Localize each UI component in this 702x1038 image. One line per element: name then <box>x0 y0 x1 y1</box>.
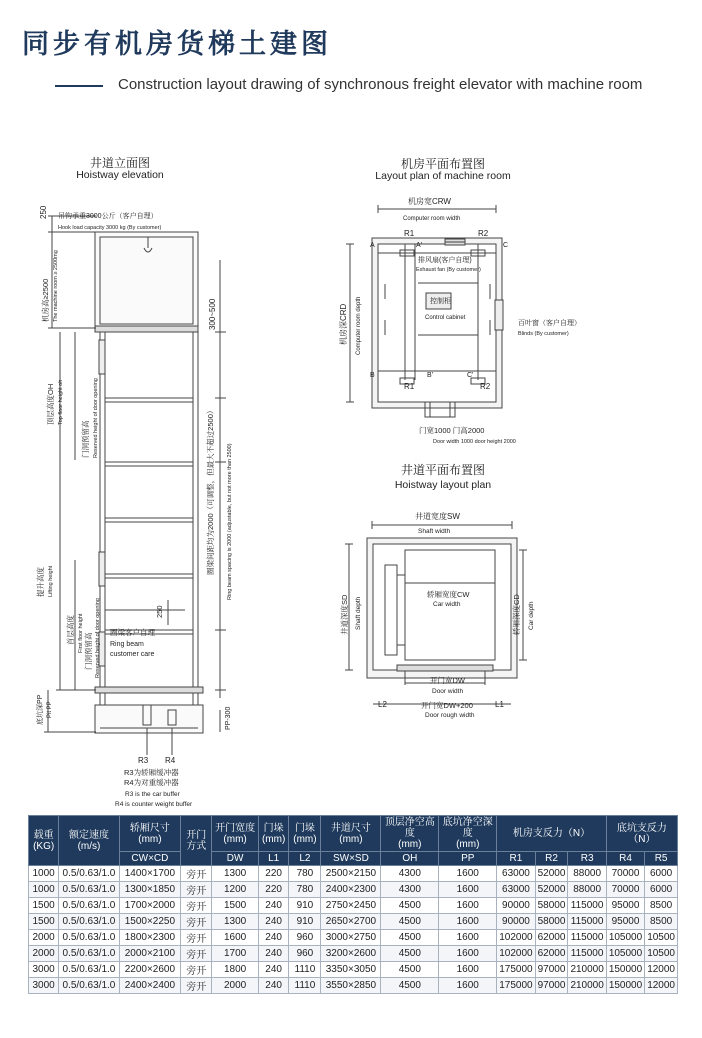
table-cell: 旁开 <box>181 962 212 978</box>
fan-en: Exhaust fan (By customer) <box>416 267 481 273</box>
table-cell: 0.5/0.63/1.0 <box>59 946 119 962</box>
table-cell: 52000 <box>535 866 568 882</box>
col-load: 载重 (KG) <box>29 816 59 866</box>
table-cell: 2000×2100 <box>119 946 181 962</box>
table-cell: 115000 <box>568 930 606 946</box>
hoistway-title-en: Hoistway layout plan <box>394 479 492 491</box>
table-cell: 1110 <box>289 962 321 978</box>
door-width-en: Door width <box>432 688 464 695</box>
table-cell: 1500 <box>212 898 259 914</box>
table-cell: 1200 <box>212 882 259 898</box>
table-cell: 240 <box>258 930 288 946</box>
table-cell: 1600 <box>439 978 497 994</box>
ring-beam-en2: customer care <box>110 651 155 658</box>
machine-room-plan-drawing <box>330 195 620 450</box>
table-cell: 95000 <box>606 898 644 914</box>
table-cell: 6000 <box>645 866 678 882</box>
table-cell: 240 <box>258 898 288 914</box>
table-cell: 175000 <box>497 978 535 994</box>
room-width-cn: 机房宽CRW <box>408 197 451 206</box>
table-cell: 910 <box>289 898 321 914</box>
table-cell: 1500 <box>29 898 59 914</box>
table-cell: 4500 <box>381 978 439 994</box>
table-cell: 旁开 <box>181 946 212 962</box>
elevation-title-en: Hoistway elevation <box>76 169 164 181</box>
table-cell: 220 <box>258 866 288 882</box>
table-cell: 240 <box>258 962 288 978</box>
label-a: A <box>370 242 375 249</box>
col-l2: 门垛 (mm) <box>289 816 321 852</box>
room-height-cn: 机房高≥2500 <box>41 278 50 322</box>
spec-table-body <box>29 866 678 994</box>
label-c: C <box>503 242 509 249</box>
car-width-en: Car width <box>433 601 461 608</box>
table-row <box>29 898 678 914</box>
table-cell: 102000 <box>497 946 535 962</box>
table-cell: 63000 <box>497 882 535 898</box>
table-cell: 旁开 <box>181 978 212 994</box>
sub-r5: R5 <box>645 852 678 866</box>
table-cell: 0.5/0.63/1.0 <box>59 978 119 994</box>
table-cell: 0.5/0.63/1.0 <box>59 882 119 898</box>
sub-l2: L2 <box>289 852 321 866</box>
reserved2-cn: 门洞预留高 <box>84 632 93 670</box>
table-cell: 1600 <box>439 930 497 946</box>
table-cell: 2750×2450 <box>321 898 381 914</box>
r4-note-en: R4 is counter weight buffer <box>115 801 193 808</box>
table-cell: 780 <box>289 882 321 898</box>
table-cell: 105000 <box>606 930 644 946</box>
dim-250-top: 250 <box>39 205 48 219</box>
table-cell: 90000 <box>497 914 535 930</box>
table-cell: 1600 <box>439 882 497 898</box>
col-speed: 额定速度 (m/s) <box>59 816 119 866</box>
sub-oh: OH <box>381 852 439 866</box>
col-oh: 顶层净空高度 (mm) <box>381 816 439 852</box>
room-depth-en: Computer room depth <box>356 296 362 355</box>
pit-depth-cn: 底坑深PP <box>37 694 44 725</box>
table-cell: 88000 <box>568 866 606 882</box>
table-cell: 1600 <box>439 898 497 914</box>
hoistway-elevation-drawing <box>0 200 280 810</box>
table-cell: 8500 <box>645 898 678 914</box>
page-subtitle: Construction layout drawing of synchronous freight elevator with machine room <box>118 76 643 93</box>
r2-bottom: R2 <box>480 382 491 391</box>
car-width-cn: 轿厢宽度CW <box>427 590 470 599</box>
table-cell: 58000 <box>535 914 568 930</box>
table-cell: 旁开 <box>181 898 212 914</box>
table-cell: 1110 <box>289 978 321 994</box>
table-cell: 210000 <box>568 978 606 994</box>
table-cell: 8500 <box>645 914 678 930</box>
table-cell: 3550×2850 <box>321 978 381 994</box>
reserved2-en: Reserved height of door opening <box>95 598 101 678</box>
table-cell: 4500 <box>381 898 439 914</box>
table-cell: 1300 <box>212 866 259 882</box>
table-cell: 2650×2700 <box>321 914 381 930</box>
label-a2: A' <box>416 242 423 249</box>
r1-bottom: R1 <box>404 382 415 391</box>
lift-height-cn: 提升高度 <box>36 567 45 597</box>
sub-r3: R3 <box>568 852 606 866</box>
blinds-en: Blinds (By customer) <box>518 331 569 337</box>
pp-300-label: PP-300 <box>225 706 232 730</box>
cabinet-en: Control cabinet <box>425 315 466 321</box>
table-cell: 1600 <box>439 914 497 930</box>
table-cell: 12000 <box>645 978 678 994</box>
sub-pp: PP <box>439 852 497 866</box>
pit-depth-en: Pit PP <box>47 701 53 718</box>
title-rule <box>55 85 103 87</box>
sub-r1: R1 <box>497 852 535 866</box>
door-size-cn: 门宽1000 门高2000 <box>419 426 485 435</box>
table-cell: 88000 <box>568 882 606 898</box>
reserved-label-en: Reserved height of door opening <box>93 378 99 458</box>
table-cell: 旁开 <box>181 914 212 930</box>
fan-cn: 排风扇(客户自理) <box>418 257 472 264</box>
sub-swsd: SW×SD <box>321 852 381 866</box>
table-cell: 910 <box>289 914 321 930</box>
col-machine-force: 机房支反力（N） <box>497 816 607 852</box>
table-cell: 0.5/0.63/1.0 <box>59 866 119 882</box>
table-cell: 3000 <box>29 962 59 978</box>
hoistway-plan-drawing <box>335 505 555 720</box>
ring-beam-cn: 圈梁客户自理 <box>110 628 155 637</box>
l2-label: L2 <box>378 700 387 709</box>
cabinet-cn: 控制柜 <box>430 298 451 305</box>
table-cell: 12000 <box>645 962 678 978</box>
blinds-cn: 百叶窗（客户自理） <box>518 320 581 327</box>
table-cell: 90000 <box>497 898 535 914</box>
beam-spacing-cn: 圈梁间距均为2000（可调整，但最大不超过2500） <box>206 406 215 575</box>
table-cell: 62000 <box>535 946 568 962</box>
table-cell: 4300 <box>381 866 439 882</box>
hook-label-en: Hook load capacity 3000 kg (By customer) <box>58 225 162 231</box>
table-cell: 10500 <box>645 930 678 946</box>
r4-note-cn: R4为对重缓冲器 <box>124 778 179 787</box>
table-cell: 97000 <box>535 978 568 994</box>
table-cell: 旁开 <box>181 930 212 946</box>
sub-dw: DW <box>212 852 259 866</box>
table-cell: 0.5/0.63/1.0 <box>59 914 119 930</box>
first-floor-cn: 首层高度 <box>66 615 75 645</box>
table-cell: 4300 <box>381 882 439 898</box>
table-cell: 240 <box>258 946 288 962</box>
oh-label-cn: 顶层高度OH <box>46 383 55 425</box>
table-cell: 115000 <box>568 898 606 914</box>
table-row <box>29 962 678 978</box>
table-cell: 780 <box>289 866 321 882</box>
table-cell: 1000 <box>29 882 59 898</box>
table-cell: 2200×2600 <box>119 962 181 978</box>
table-cell: 115000 <box>568 914 606 930</box>
table-cell: 95000 <box>606 914 644 930</box>
table-cell: 2000 <box>212 978 259 994</box>
table-cell: 3350×3050 <box>321 962 381 978</box>
sub-r4: R4 <box>606 852 644 866</box>
machine-room-title-cn: 机房平面布置图 <box>400 157 485 171</box>
r3-label: R3 <box>138 756 149 765</box>
table-cell: 旁开 <box>181 882 212 898</box>
table-cell: 2000 <box>29 930 59 946</box>
table-cell: 旁开 <box>181 866 212 882</box>
shaft-depth-cn: 井道深度SD <box>340 594 349 635</box>
table-cell: 210000 <box>568 962 606 978</box>
table-cell: 1600 <box>439 946 497 962</box>
table-cell: 115000 <box>568 946 606 962</box>
table-cell: 960 <box>289 930 321 946</box>
door-width-cn: 开门宽DW <box>430 676 465 685</box>
label-b2: B' <box>427 372 434 379</box>
r1-top: R1 <box>404 229 415 238</box>
table-cell: 0.5/0.63/1.0 <box>59 898 119 914</box>
beam-spacing-en: Ring beam spacing is 2000 (adjustable, but not more than 2500) <box>227 443 233 600</box>
table-cell: 1600 <box>439 962 497 978</box>
shaft-width-cn: 井道宽度SW <box>415 512 460 521</box>
table-cell: 10500 <box>645 946 678 962</box>
col-shaft-size: 井道尺寸 (mm) <box>321 816 381 852</box>
car-depth-cn: 轿厢深度CD <box>512 594 521 635</box>
table-cell: 3000×2750 <box>321 930 381 946</box>
table-row <box>29 882 678 898</box>
table-cell: 1000 <box>29 866 59 882</box>
table-cell: 1500×2250 <box>119 914 181 930</box>
col-pit-force: 底坑支反力（N） <box>606 816 677 852</box>
door-size-en: Door width 1000 door height 2000 <box>433 439 516 445</box>
table-cell: 150000 <box>606 962 644 978</box>
dim-250-mid: 250 <box>155 605 164 618</box>
shaft-width-en: Shaft width <box>418 528 451 535</box>
door-rough-en: Door rough width <box>425 712 475 719</box>
table-cell: 102000 <box>497 930 535 946</box>
col-pp: 底坑净空深度 (mm) <box>439 816 497 852</box>
table-cell: 6000 <box>645 882 678 898</box>
elevation-title-cn: 井道立面图 <box>89 156 150 170</box>
table-cell: 1300 <box>212 914 259 930</box>
sub-cwcd: CW×CD <box>119 852 181 866</box>
table-cell: 220 <box>258 882 288 898</box>
sub-l1: L1 <box>258 852 288 866</box>
lift-height-en: Lifting height <box>48 565 54 597</box>
col-car-size: 轿厢尺寸 (mm) <box>119 816 181 852</box>
room-height-en: The machine room ≥ 2500mg <box>53 250 59 322</box>
table-cell: 4500 <box>381 930 439 946</box>
shaft-depth-en: Shaft depth <box>355 596 362 630</box>
table-cell: 105000 <box>606 946 644 962</box>
table-cell: 70000 <box>606 866 644 882</box>
table-row <box>29 930 678 946</box>
r2-top: R2 <box>478 229 489 238</box>
table-cell: 2400×2300 <box>321 882 381 898</box>
col-l1: 门垛 (mm) <box>258 816 288 852</box>
table-cell: 62000 <box>535 930 568 946</box>
table-cell: 63000 <box>497 866 535 882</box>
l1-label: L1 <box>495 700 504 709</box>
table-cell: 1600 <box>212 930 259 946</box>
door-rough-cn: 开门宽DW+200 <box>421 701 473 710</box>
spec-table <box>28 815 678 994</box>
room-width-en: Computer room width <box>403 216 461 222</box>
table-cell: 2500×2150 <box>321 866 381 882</box>
machine-room-title-en: Layout plan of machine room <box>375 170 511 182</box>
reserved-label-cn: 门洞预留高 <box>81 420 90 458</box>
dim-300-500: 300~500 <box>208 298 217 330</box>
table-cell: 0.5/0.63/1.0 <box>59 930 119 946</box>
table-cell: 1800 <box>212 962 259 978</box>
table-cell: 58000 <box>535 898 568 914</box>
table-cell: 4500 <box>381 946 439 962</box>
table-cell: 3200×2600 <box>321 946 381 962</box>
table-cell: 1700×2000 <box>119 898 181 914</box>
r3-note-cn: R3为轿厢缓冲器 <box>124 768 179 777</box>
r4-label: R4 <box>165 756 176 765</box>
page-title: 同步有机房货梯土建图 <box>22 29 332 60</box>
r3-note-en: R3 is the car buffer <box>125 791 180 798</box>
label-b: B <box>370 372 375 379</box>
table-cell: 1600 <box>439 866 497 882</box>
table-row <box>29 978 678 994</box>
table-cell: 240 <box>258 914 288 930</box>
oh-label-en: Top floor height oh <box>58 379 64 425</box>
table-cell: 1500 <box>29 914 59 930</box>
table-cell: 1700 <box>212 946 259 962</box>
ring-beam-en1: Ring beam <box>110 641 144 648</box>
first-floor-en: First floor height <box>78 613 84 653</box>
hoistway-title-cn: 井道平面布置图 <box>400 463 485 477</box>
table-cell: 150000 <box>606 978 644 994</box>
car-depth-en: Car depth <box>528 601 535 630</box>
label-c2: C' <box>467 372 474 379</box>
table-cell: 52000 <box>535 882 568 898</box>
table-cell: 240 <box>258 978 288 994</box>
room-depth-cn: 机房深CRD <box>339 303 348 345</box>
table-cell: 1800×2300 <box>119 930 181 946</box>
table-cell: 0.5/0.63/1.0 <box>59 962 119 978</box>
sub-r2: R2 <box>535 852 568 866</box>
table-row <box>29 946 678 962</box>
table-cell: 4500 <box>381 962 439 978</box>
table-cell: 70000 <box>606 882 644 898</box>
table-cell: 175000 <box>497 962 535 978</box>
table-cell: 1300×1850 <box>119 882 181 898</box>
table-cell: 960 <box>289 946 321 962</box>
table-cell: 3000 <box>29 978 59 994</box>
col-door-width: 开门宽度 (mm) <box>212 816 259 852</box>
table-cell: 4500 <box>381 914 439 930</box>
table-cell: 2400×2400 <box>119 978 181 994</box>
col-door-type: 开门 方式 <box>181 816 212 866</box>
table-cell: 2000 <box>29 946 59 962</box>
table-row <box>29 914 678 930</box>
table-row <box>29 866 678 882</box>
table-cell: 97000 <box>535 962 568 978</box>
hook-label-cn: 吊钩承重3000公斤（客户自理） <box>58 213 158 220</box>
table-cell: 1400×1700 <box>119 866 181 882</box>
